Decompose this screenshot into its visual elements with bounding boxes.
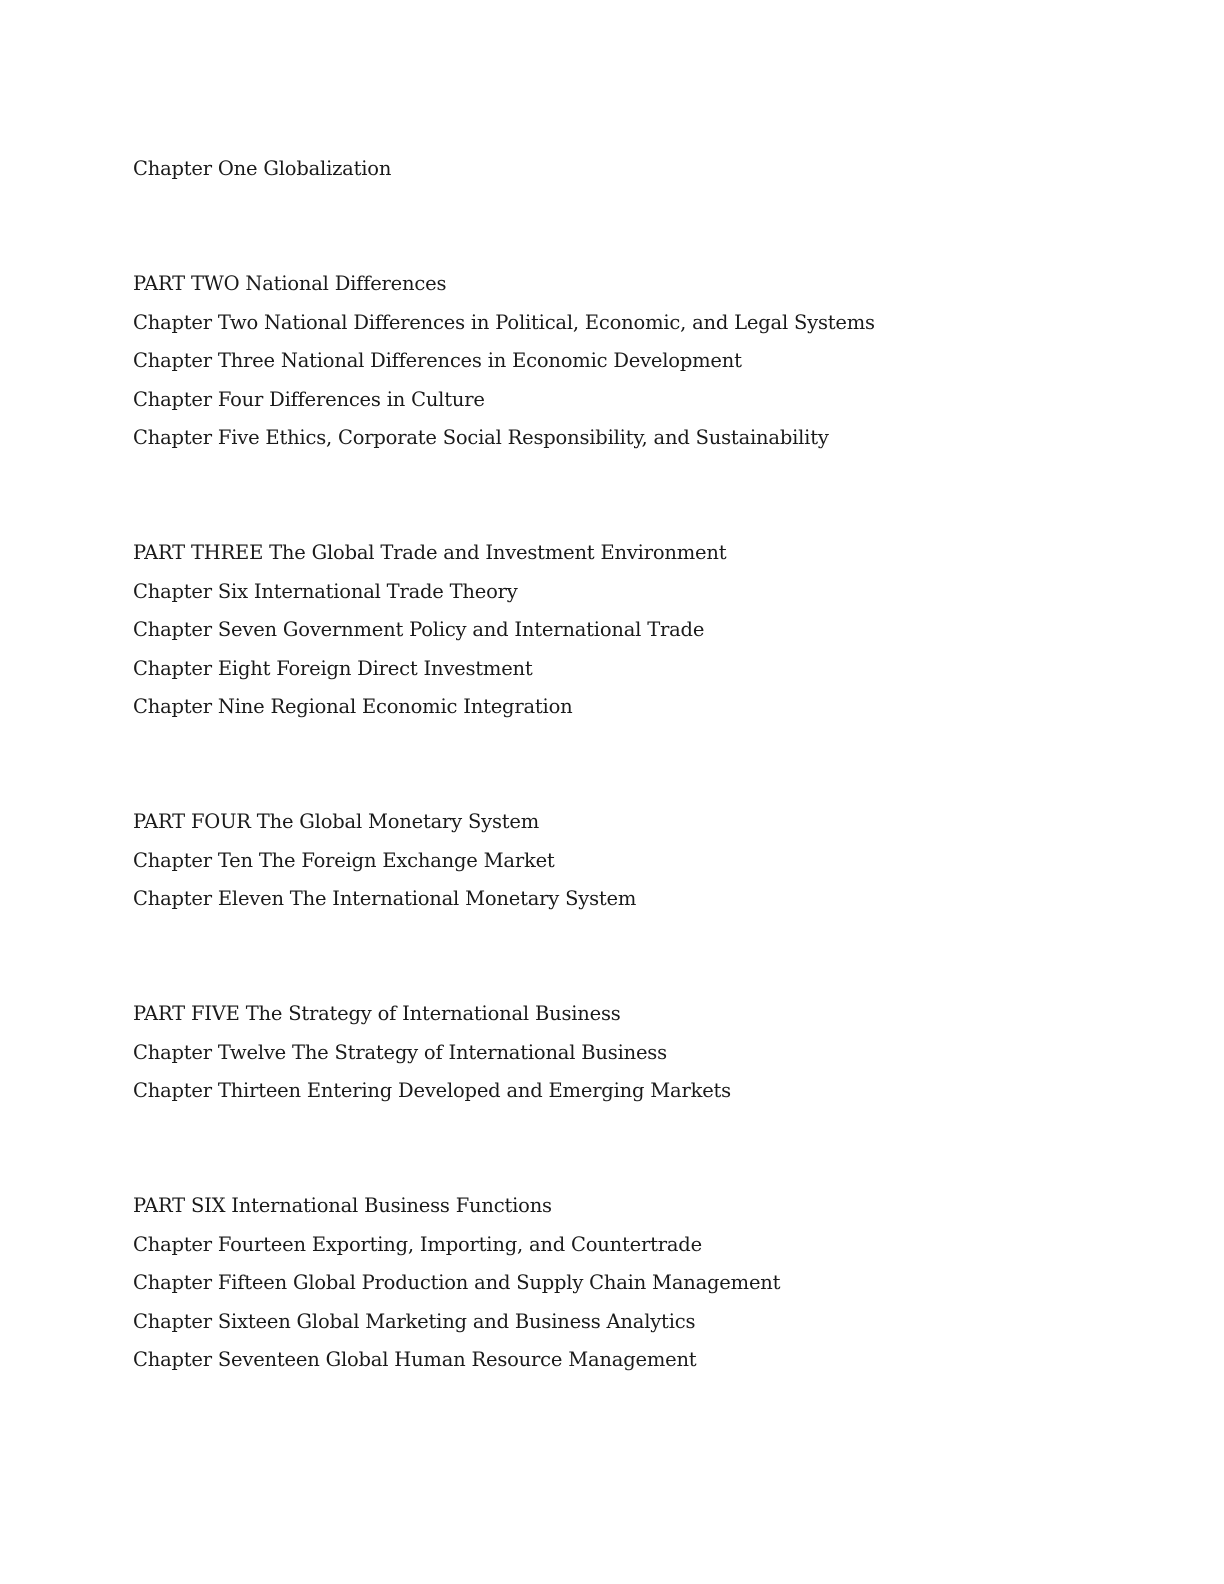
chapter-fourteen-line: Chapter Fourteen Exporting, Importing, and Countertrade [133, 1232, 702, 1256]
section-part-six [133, 1187, 1133, 1380]
part-five-heading: PART FIVE The Strategy of International Business [133, 1002, 621, 1025]
chapter-seven-line: Chapter Seven Government Policy and International Trade [133, 618, 705, 641]
table-of-contents [133, 150, 1133, 1380]
chapter-seventeen-line: Chapter Seventeen Global Human Resource Management [133, 1348, 697, 1371]
chapter-eight-line: Chapter Eight Foreign Direct Investment [133, 656, 533, 680]
chapter-six-line: Chapter Six International Trade Theory [133, 579, 518, 603]
part-three-heading: PART THREE The Global Trade and Investment Environment [133, 541, 727, 564]
chapter-twelve-line: Chapter Twelve The Strategy of International Business [133, 1040, 667, 1064]
section-gap [133, 1111, 1133, 1188]
part-four-heading: PART FOUR The Global Monetary System [133, 810, 540, 833]
chapter-four-line: Chapter Four Differences in Culture [133, 387, 485, 411]
chapter-ten-line: Chapter Ten The Foreign Exchange Market [133, 848, 555, 872]
section-gap [133, 919, 1133, 996]
section-part-two [133, 265, 1133, 458]
chapter-eleven-line: Chapter Eleven The International Monetary System [133, 887, 637, 910]
chapter-nine-line: Chapter Nine Regional Economic Integration [133, 695, 573, 718]
section-part-five [133, 995, 1133, 1111]
section-gap [133, 458, 1133, 535]
chapter-sixteen-line: Chapter Sixteen Global Marketing and Business Analytics [133, 1309, 696, 1333]
section-part-three [133, 534, 1133, 727]
chapter-three-line: Chapter Three National Differences in Economic Development [133, 349, 742, 372]
section-part-four [133, 803, 1133, 919]
chapter-thirteen-line: Chapter Thirteen Entering Developed and Emerging Markets [133, 1079, 731, 1102]
section-part-one [133, 150, 1133, 189]
section-gap [133, 189, 1133, 266]
section-gap [133, 727, 1133, 804]
chapter-one-line: Chapter One Globalization [133, 157, 392, 180]
chapter-fifteen-line: Chapter Fifteen Global Production and Supply Chain Management [133, 1271, 781, 1294]
chapter-five-line: Chapter Five Ethics, Corporate Social Responsibility, and Sustainability [133, 426, 829, 449]
chapter-two-line: Chapter Two National Differences in Political, Economic, and Legal Systems [133, 310, 875, 334]
part-two-heading: PART TWO National Differences [133, 272, 447, 295]
part-six-heading: PART SIX International Business Functions [133, 1194, 552, 1217]
